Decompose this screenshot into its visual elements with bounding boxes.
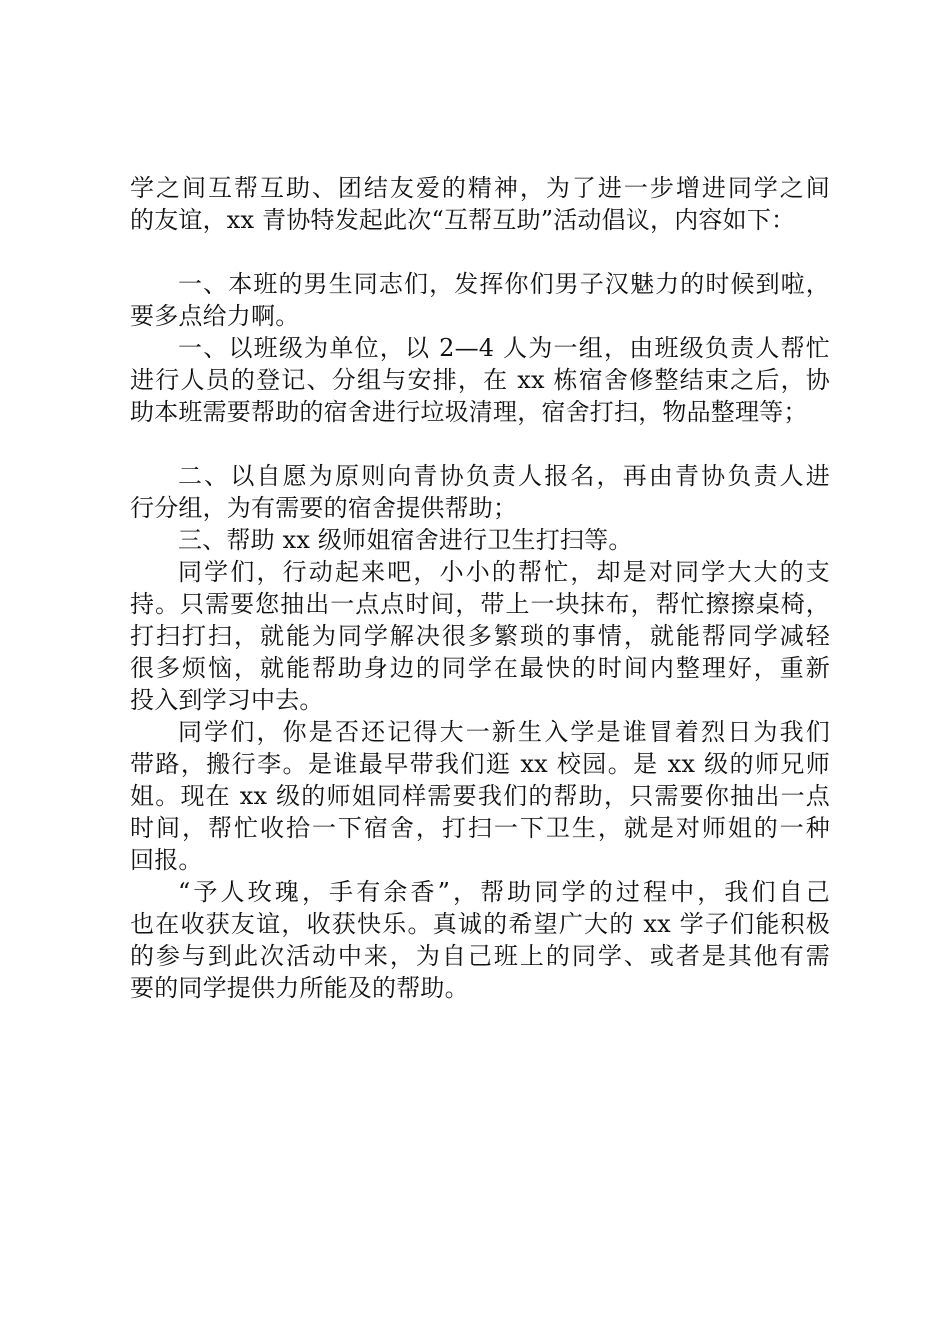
text-line: 回报。: [130, 846, 203, 874]
text-line: 二、以自愿为原则向青协负责人报名，再由青协负责人进: [178, 462, 830, 490]
paragraph-spacer: [130, 236, 830, 268]
text-line: 要多点给力啊。: [130, 302, 300, 330]
text-line: 三、帮助 xx 级师姐宿舍进行卫生打扫等。: [178, 526, 633, 554]
text-line: 的参与到此次活动中来，为自己班上的同学、或者是其他有需: [130, 942, 830, 970]
text-line: 投入到学习中去。: [130, 686, 324, 714]
text-line: “予人玫瑰，手有余香”，帮助同学的过程中，我们自己: [178, 878, 830, 906]
text-line: 很多烦恼，就能帮助身边的同学在最快的时间内整理好，重新: [130, 654, 830, 682]
paragraph: [130, 716, 830, 876]
text-line: 姐。现在 xx 级的师姐同样需要我们的帮助，只需要你抽出一点: [130, 782, 830, 810]
text-line: 打扫打扫，就能为同学解决很多繁琐的事情，就能帮同学减轻: [130, 622, 830, 650]
text-line: 同学们，行动起来吧，小小的帮忙，却是对同学大大的支: [178, 558, 830, 586]
paragraph-spacer: [130, 428, 830, 460]
text-line: 持。只需要您抽出一点点时间，带上一块抹布，帮忙擦擦桌椅，: [130, 590, 830, 618]
text-line: 一、以班级为单位，以 2—4 人为一组，由班级负责人帮忙: [178, 334, 830, 362]
text-line: 时间，帮忙收拾一下宿舍，打扫一下卫生，就是对师姐的一种: [130, 814, 830, 842]
text-line: 也在收获友谊，收获快乐。真诚的希望广大的 xx 学子们能积极: [130, 910, 830, 938]
paragraph: [130, 556, 830, 716]
paragraph: [130, 268, 830, 332]
text-line: 进行人员的登记、分组与安排，在 xx 栋宿舍修整结束之后，协: [130, 366, 830, 394]
text-line: 要的同学提供力所能及的帮助。: [130, 974, 469, 1002]
paragraph: [130, 876, 830, 1004]
text-line: 行分组，为有需要的宿舍提供帮助；: [130, 494, 518, 522]
paragraph: [130, 524, 830, 556]
text-line: 同学们，你是否还记得大一新生入学是谁冒着烈日为我们: [178, 718, 830, 746]
text-line: 助本班需要帮助的宿舍进行垃圾清理，宿舍打扫，物品整理等；: [130, 398, 808, 426]
text-line: 一、本班的男生同志们，发挥你们男子汉魅力的时候到啦，: [178, 270, 830, 298]
text-line: 带路，搬行李。是谁最早带我们逛 xx 校园。是 xx 级的师兄师: [130, 750, 830, 778]
text-line: 的友谊，xx 青协特发起此次“互帮互助”活动倡议，内容如下：: [130, 206, 796, 234]
paragraph: [130, 460, 830, 524]
text-line: 学之间互帮互助、团结友爱的精神，为了进一步增进同学之间: [130, 174, 830, 202]
document-body: [130, 172, 830, 1004]
paragraph: [130, 332, 830, 428]
paragraph: [130, 172, 830, 236]
